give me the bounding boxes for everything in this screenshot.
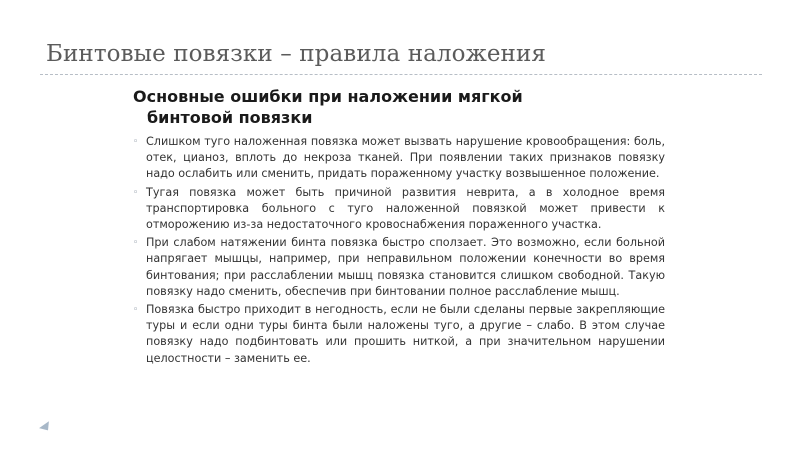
bullet-item: [133, 235, 665, 300]
bullet-text: Слишком туго наложенная повязка может вызвать нарушение кровообращения: боль, отек, цианоз, вплоть до некроза тканей. При появлении таких признаков повязку надо ослабить или сменить, придать пораженному участку возвышенное положение.: [146, 135, 665, 181]
bullet-marker-icon: ◦: [133, 305, 139, 316]
slide-content: [133, 86, 665, 369]
content-heading-line1: Основные ошибки при наложении мягкой: [133, 87, 523, 106]
bullet-text: Тугая повязка может быть причиной развития неврита, а в холодное время транспортировка больного с туго наложенной повязкой может привести к отморожению из-за недостаточного кровоснабжения пораженного участка.: [146, 185, 665, 232]
bullet-list: [133, 134, 665, 367]
bullet-marker-icon: ◦: [133, 137, 139, 147]
previous-slide-arrow-icon[interactable]: [39, 421, 53, 434]
bullet-item: [133, 134, 665, 183]
bullet-text: При слабом натяжении бинта повязка быстро сползает. Это возможно, если больной напрягает мышцы, например, при неправильном положении конечности во время бинтования; при расслаблении мышц повязка становится слишком свободной. Такую повязку надо сменить, обеспечив при бинтовании полное расслабление мышц.: [146, 236, 665, 298]
content-heading-line2: бинтовой повязки: [147, 108, 313, 127]
content-heading: [133, 86, 665, 128]
bullet-item: [133, 302, 665, 367]
bullet-item: [133, 185, 665, 234]
slide-title: Бинтовые повязки – правила наложения: [46, 41, 547, 67]
bullet-text: Повязка быстро приходит в негодность, если не были сделаны первые закрепляющие туры и если одни туры бинта были наложены туго, а другие – слабо. В этом случае повязку надо подбинтовать или прошить ниткой, а при значительном нарушении целостности – заменить ее.: [146, 303, 665, 365]
bullet-marker-icon: ◦: [133, 238, 139, 249]
title-divider: [40, 74, 762, 75]
bullet-marker-icon: ◦: [133, 187, 139, 198]
